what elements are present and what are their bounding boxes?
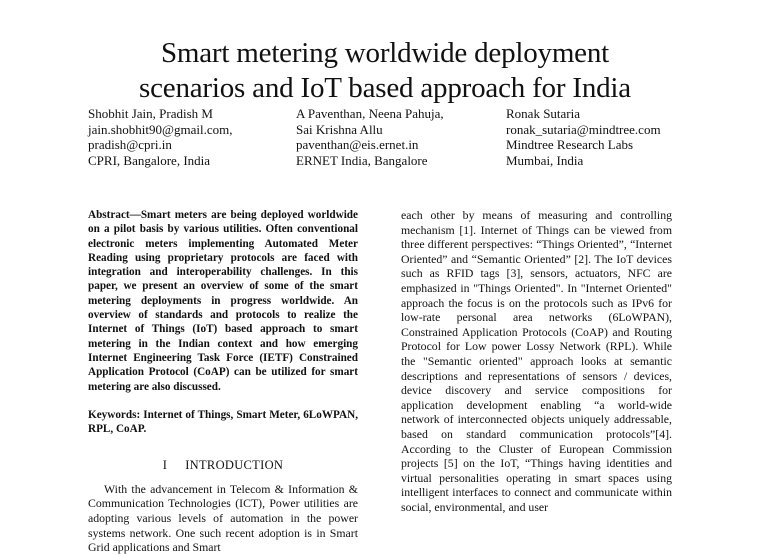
- author-email: jain.shobhit90@gmail.com,: [88, 121, 233, 137]
- author-email: pradish@cpri.in: [88, 137, 172, 152]
- author-block: [0, 106, 770, 176]
- author-names: Shobhit Jain, Pradish M: [88, 106, 213, 121]
- intro-paragraph: With the advancement in Telecom & Information & Communication Technologies (ICT), Power utilities are adopting various levels of automation in the power systems network. One such recent adoption is in Smart Grid applications and Smart: [88, 481, 358, 555]
- author-group-cpri: [88, 106, 233, 168]
- body-paragraph: each other by means of measuring and controlling mechanism [1]. Internet of Things can be viewed from three different perspectives: “Things Oriented”, “Internet Oriented” and “Semantic Oriented” [2]. The IoT devices such as RFID tags [3], sensors, actuators, NFC are emphasized in "Things Oriented". In "Internet Oriented" approach the focus is on the protocols such as IPv6 for low-rate personal area networks (6LoWPAN), Constrained Application Protocols (CoAP) and Routing Protocol for Low power Lossy Network (RPL). While the "Semantic oriented" approach looks at semantic descriptions and representations of sensors / devices, device discovery and service compositions for application development enabling “a world-wide network of interconnected objects uniquely addressable, based on standard communication protocols”[4]. According to the Cluster of European Commission projects [5] on the IoT, “Things having identities and virtual personalities operating in smart spaces using intelligent interfaces to connect and communicate within social, environmental, and user: [401, 208, 672, 514]
- author-affiliation: Mindtree Research Labs: [506, 137, 634, 152]
- author-names: A Paventhan, Neena Pahuja,: [296, 106, 444, 121]
- title-line-1: Smart metering worldwide deployment: [160, 37, 610, 69]
- right-column: [401, 208, 672, 514]
- abstract: Abstract—Smart meters are being deployed worldwide on a pilot basis by various utilities. Often conventional electronic meters implementing Automated Meter Reading using proprietary protocols are faced with integration and interoperability challenges. In this paper, we present an overview of some of the smart metering deployments in progress worldwide. An overview of standards and protocols to realize the Internet of Things (IoT) based approach to smart metering in the Indian context and how emerging Internet Engineering Task Force (IETF) Constrained Application Protocol (CoAP) can be utilized for smart metering are also discussed.: [88, 209, 358, 393]
- paper-title: [0, 36, 770, 106]
- author-group-ernet: [296, 106, 444, 168]
- author-names: Ronak Sutaria: [506, 106, 581, 121]
- author-group-mindtree: [506, 106, 661, 168]
- section-title: INTRODUCTION: [185, 458, 284, 473]
- author-affiliation: Mumbai, India: [506, 152, 584, 168]
- section-heading: [88, 458, 358, 472]
- keywords: Keywords: Internet of Things, Smart Meter, 6LoWPAN, RPL, CoAP.: [88, 408, 358, 436]
- left-column: [88, 208, 358, 555]
- author-names: Sai Krishna Allu: [296, 121, 383, 137]
- author-email: paventhan@eis.ernet.in: [296, 137, 419, 152]
- author-affiliation: ERNET India, Bangalore: [296, 152, 428, 168]
- title-line-2: scenarios and IoT based approach for India: [139, 72, 631, 104]
- author-email: ronak_sutaria@mindtree.com: [506, 121, 661, 137]
- section-number: I: [162, 458, 168, 473]
- author-affiliation: CPRI, Bangalore, India: [88, 152, 211, 168]
